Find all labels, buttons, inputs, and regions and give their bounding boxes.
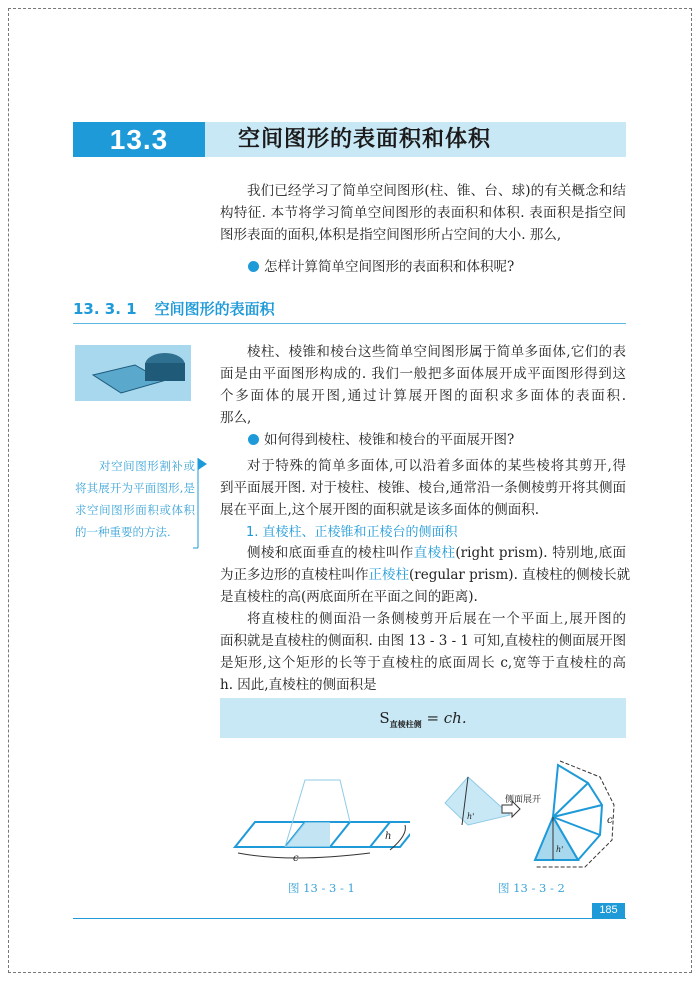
formula-lhs: S (379, 709, 390, 727)
text: (regular prism). 直棱柱的侧棱长就 (409, 567, 631, 583)
question-text: 如何得到棱柱、棱锥和棱台的平面展开图? (264, 432, 515, 448)
bullet-icon (248, 434, 259, 445)
figure2-caption: 图 13 - 3 - 2 (498, 881, 565, 895)
para-line (220, 565, 631, 585)
figure2-label-c: c (607, 815, 613, 826)
bullet-icon (248, 261, 259, 272)
photo-unfolded-box (75, 345, 191, 401)
figure1-label-h: h (385, 831, 392, 842)
intro-line: 我们已经学习了简单空间图形(柱、锥、台、球)的有关概念和结 (247, 183, 626, 199)
figure2-arrow-label: 侧面展开 (505, 795, 542, 805)
para-line: h. 因此,直棱柱的侧面积是 (220, 677, 377, 693)
text: 侧棱和底面垂直的棱柱叫作 (247, 545, 414, 561)
para-line: 棱柱、棱锥和棱台这些简单空间图形属于简单多面体,它们的表 (247, 344, 626, 360)
para-line: 个多面体的展开图,通过计算展开图的面积求多面体的表面积. (220, 388, 626, 404)
para-line: 是矩形,这个矩形的长等于直棱柱的底面周长 c,宽等于直棱柱的高 (220, 655, 626, 671)
subsection-heading (73, 298, 275, 319)
para-line: 面是由平面图形构成的. 我们一般把多面体展开成平面图形得到这 (220, 366, 626, 382)
para-line: 对于特殊的简单多面体,可以沿着多面体的某些棱将其剪开,得 (247, 458, 626, 474)
margin-note-bracket (193, 458, 209, 550)
footer-rule (73, 918, 626, 919)
margin-note: 对空间图形割补或将其展开为平面图形,是求空间图形面积或体积的一种重要的方法. (75, 459, 195, 539)
formula-subscript: 直棱柱侧 (389, 719, 422, 729)
para-line: 展在平面上,这个展开图的面积就是该多面体的侧面积. (220, 502, 540, 518)
figure-prism-net (230, 775, 410, 870)
section-number: 13.3 (73, 122, 205, 157)
figure2-label-h-left: h' (467, 812, 475, 821)
page-number: 185 (592, 903, 625, 918)
para-line (220, 543, 626, 563)
subsection-number: 13. 3. 1 (73, 300, 137, 318)
divider (73, 323, 626, 324)
formula-rhs: = ch. (421, 709, 467, 727)
para-line: 到平面展开图. 对于棱柱、棱锥、棱台,通常沿一条侧棱剪开将其侧面 (220, 480, 626, 496)
para-line: 是直棱柱的高(两底面所在平面之间的距离). (220, 589, 478, 605)
question-text: 怎样计算简单空间图形的表面积和体积呢? (264, 259, 515, 275)
subheading: 1. 直棱柱、正棱锥和正棱台的侧面积 (246, 525, 458, 540)
intro-line: 构特征. 本节将学习简单空间图形的表面积和体积. 表面积是指空间 (220, 205, 626, 221)
para-line: 将直棱柱的侧面沿一条侧棱剪开后展在一个平面上,展开图的 (247, 611, 626, 627)
term-regular-prism: 正棱柱 (368, 567, 409, 583)
figure1-caption: 图 13 - 3 - 1 (288, 881, 355, 895)
section-title: 空间图形的表面积和体积 (238, 127, 492, 152)
text: (right prism). 特别地,底面 (455, 545, 627, 561)
intro-question (248, 257, 514, 277)
subsection-title: 空间图形的表面积 (154, 300, 275, 318)
figure1-label-c: c (293, 853, 299, 864)
para-question (248, 430, 514, 450)
formula-box (220, 698, 626, 738)
text: 为正多边形的直棱柱叫作 (220, 567, 369, 583)
para-line: 面积就是直棱柱的侧面积. 由图 13 - 3 - 1 可知,直棱柱的侧面展开图 (220, 633, 627, 649)
para-line: 那么, (220, 410, 252, 426)
term-right-prism: 直棱柱 (413, 545, 456, 561)
intro-line: 图形表面的面积,体积是指空间图形所占空间的大小. 那么, (220, 227, 562, 243)
figure2-label-h-right: h' (556, 845, 564, 854)
